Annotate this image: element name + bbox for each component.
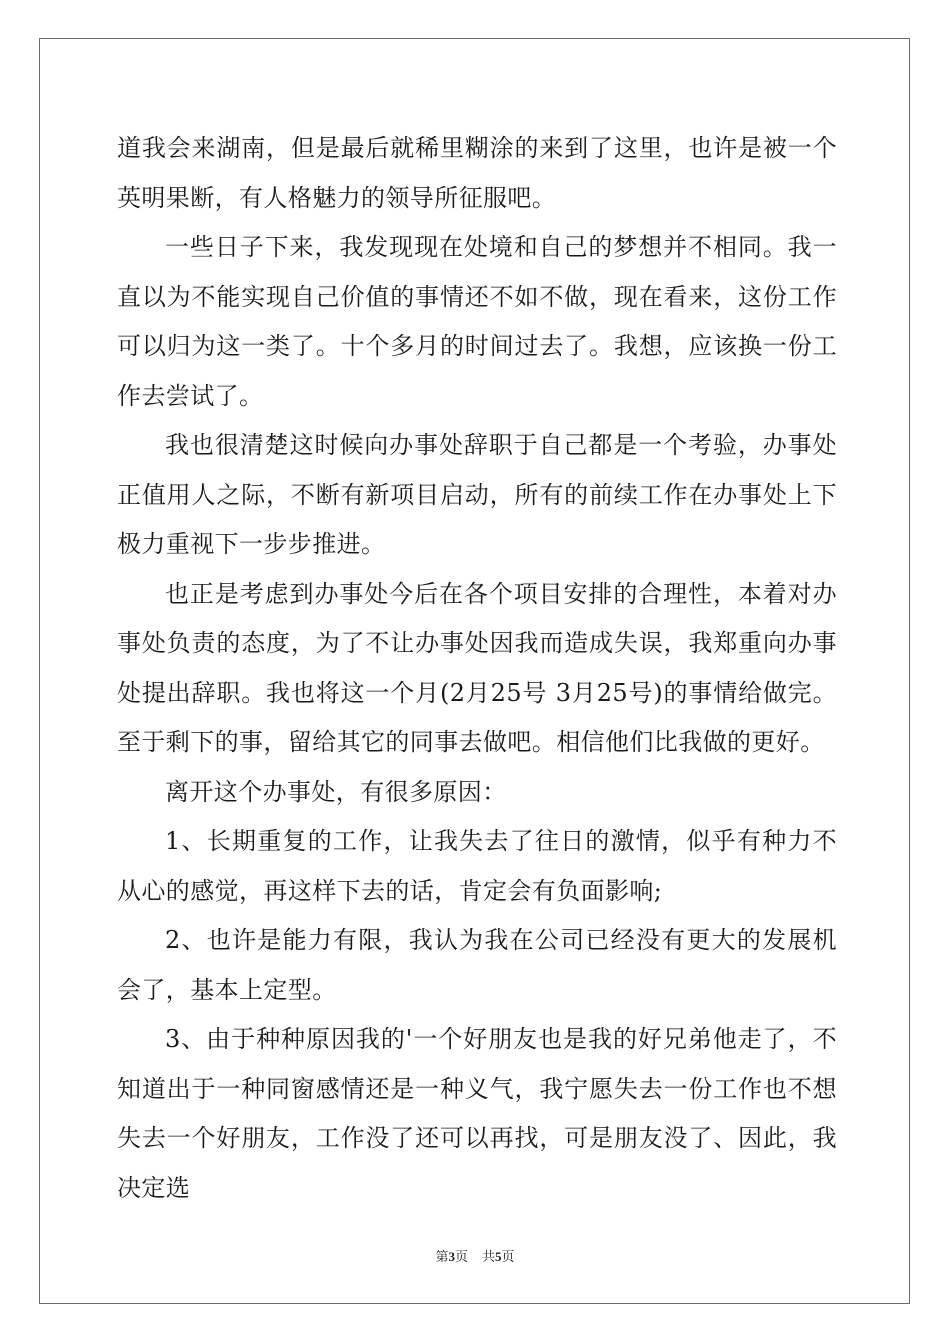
paragraph: 1、长期重复的工作，让我失去了往日的激情，似乎有种力不从心的感觉，再这样下去的话，肯定会有负面影响; — [117, 827, 837, 905]
page-prefix: 第 — [435, 1249, 449, 1264]
paragraph: 离开这个办事处，有很多原因： — [165, 777, 507, 806]
paragraph: 3、由于种种原因我的'一个好朋友也是我的好兄弟他走了，不知道出于一种同窗感情还是一种义气，我宁愿失去一份工作也不想失去一个好朋友，工作没了还可以再找，可是朋友没了、因此，我决定选 — [117, 1025, 837, 1202]
paragraph: 一些日子下来，我发现现在处境和自己的梦想并不相同。我一直以为不能实现自己价值的事情还不如不做，现在看来，这份工作可以归为这一类了。十个多月的时间过去了。我想，应该换一份工作去尝试了。 — [117, 233, 837, 410]
paragraph: 2、也许是能力有限，我认为我在公司已经没有更大的发展机会了，基本上定型。 — [117, 926, 837, 1004]
paragraph: 我也很清楚这时候向办事处辞职于自己都是一个考验，办事处正值用人之际，不断有新项目启动，所有的前续工作在办事处上下极力重视下一步步推进。 — [117, 431, 837, 558]
page-mid: 页 — [454, 1249, 468, 1264]
paragraph: 道我会来湖南，但是最后就稀里糊涂的来到了这里，也许是被一个英明果断，有人格魅力的领导所征服吧。 — [117, 134, 837, 212]
document-body — [117, 124, 837, 1213]
total-suffix: 页 — [501, 1249, 515, 1264]
paragraph: 也正是考虑到办事处今后在各个项目安排的合理性，本着对办事处负责的态度，为了不让办事处因我而造成失误，我郑重向办事处提出辞职。我也将这一个月(2月25号 3月25号)的事情给做完。至于剩下的事，留给其它的同事去做吧。相信他们比我做的更好。 — [117, 579, 837, 756]
page-current: 3 — [448, 1249, 455, 1264]
page-footer — [0, 1246, 950, 1265]
page-total: 5 — [495, 1249, 502, 1264]
total-prefix: 共 — [482, 1249, 496, 1264]
